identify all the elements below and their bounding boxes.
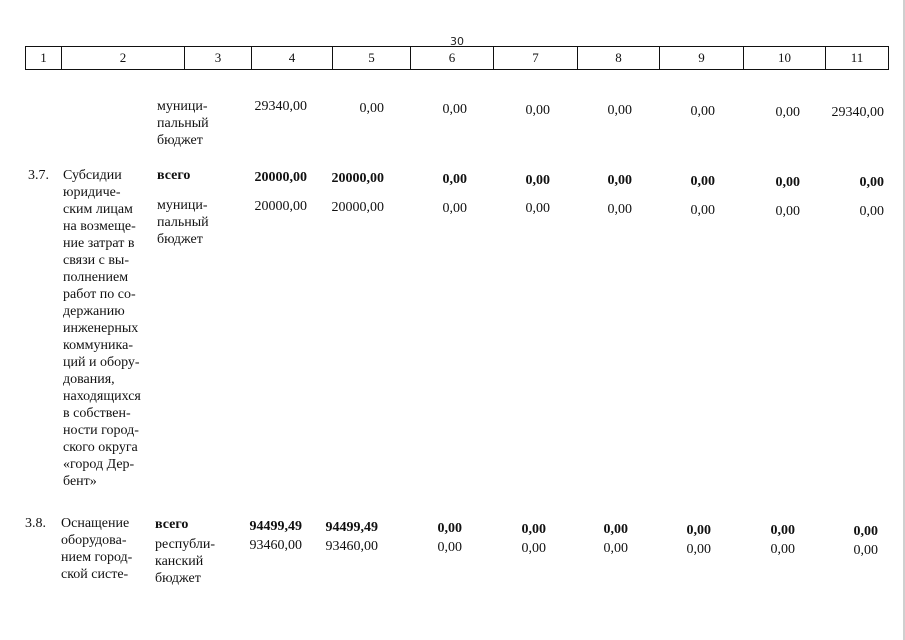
value-cell: 29340,00 — [254, 99, 307, 114]
column-header-9: 9 — [659, 47, 743, 69]
column-header-3: 3 — [184, 47, 251, 69]
value-cell: 0,00 — [853, 543, 878, 558]
value-cell: 0,00 — [603, 541, 628, 556]
column-header-5: 5 — [332, 47, 410, 69]
value-cell: 0,00 — [775, 105, 800, 120]
value-cell: 0,00 — [442, 172, 467, 187]
value-cell: 0,00 — [607, 202, 632, 217]
value-cell: 0,00 — [521, 522, 546, 537]
value-cell: 0,00 — [859, 204, 884, 219]
row-description: Оснащение оборудова- нием город- ской систе- — [61, 516, 133, 582]
value-cell: 0,00 — [859, 175, 884, 190]
value-cell: 93460,00 — [325, 539, 378, 554]
row-source: муници- пальный бюджет — [157, 198, 209, 247]
value-cell: 0,00 — [770, 523, 795, 538]
value-cell: 20000,00 — [254, 170, 307, 185]
value-cell: 0,00 — [525, 103, 550, 118]
value-cell: 0,00 — [607, 173, 632, 188]
value-cell: 0,00 — [853, 524, 878, 539]
value-cell: 20000,00 — [331, 200, 384, 215]
value-cell: 0,00 — [690, 174, 715, 189]
value-cell: 93460,00 — [249, 538, 302, 553]
value-cell: 0,00 — [437, 521, 462, 536]
column-header-7: 7 — [493, 47, 577, 69]
value-cell: 0,00 — [603, 522, 628, 537]
row-source: республи- канский бюджет — [155, 537, 215, 586]
value-cell: 0,00 — [690, 203, 715, 218]
value-cell: 0,00 — [437, 540, 462, 555]
value-cell: 94499,49 — [325, 520, 378, 535]
value-cell: 0,00 — [775, 204, 800, 219]
row-source: всего — [155, 517, 189, 532]
value-cell: 0,00 — [359, 101, 384, 116]
column-header-10: 10 — [743, 47, 825, 69]
value-cell: 0,00 — [521, 541, 546, 556]
row-number: 3.8. — [25, 516, 46, 531]
value-cell: 0,00 — [607, 103, 632, 118]
row-number: 3.7. — [28, 168, 49, 183]
column-header-2: 2 — [61, 47, 184, 69]
value-cell: 0,00 — [525, 173, 550, 188]
column-header-11: 11 — [825, 47, 888, 69]
value-cell: 0,00 — [442, 102, 467, 117]
continuation-source: муници- пальный бюджет — [157, 99, 209, 148]
value-cell: 0,00 — [770, 542, 795, 557]
value-cell: 20000,00 — [254, 199, 307, 214]
value-cell: 0,00 — [690, 104, 715, 119]
column-header-8: 8 — [577, 47, 659, 69]
value-cell: 0,00 — [775, 175, 800, 190]
value-cell: 0,00 — [686, 523, 711, 538]
value-cell: 29340,00 — [831, 105, 884, 120]
column-header-4: 4 — [251, 47, 332, 69]
column-header-1: 1 — [40, 50, 47, 65]
value-cell: 0,00 — [442, 201, 467, 216]
row-description: Субсидии юридиче- ским лицам на возмеще- ние затрат в связи с вы- полнением работ по со- держанию инженерных коммуника- ций и обору- дования, находящихся в собствен- ности город- ского округа «город Дер- бент» — [63, 168, 141, 489]
column-header-6: 6 — [410, 47, 493, 69]
value-cell: 20000,00 — [331, 171, 384, 186]
row-source: всего — [157, 168, 191, 183]
column-header-row — [25, 46, 889, 70]
value-cell: 94499,49 — [249, 519, 302, 534]
value-cell: 0,00 — [686, 542, 711, 557]
value-cell: 0,00 — [525, 201, 550, 216]
page-number: 30 — [450, 35, 464, 48]
